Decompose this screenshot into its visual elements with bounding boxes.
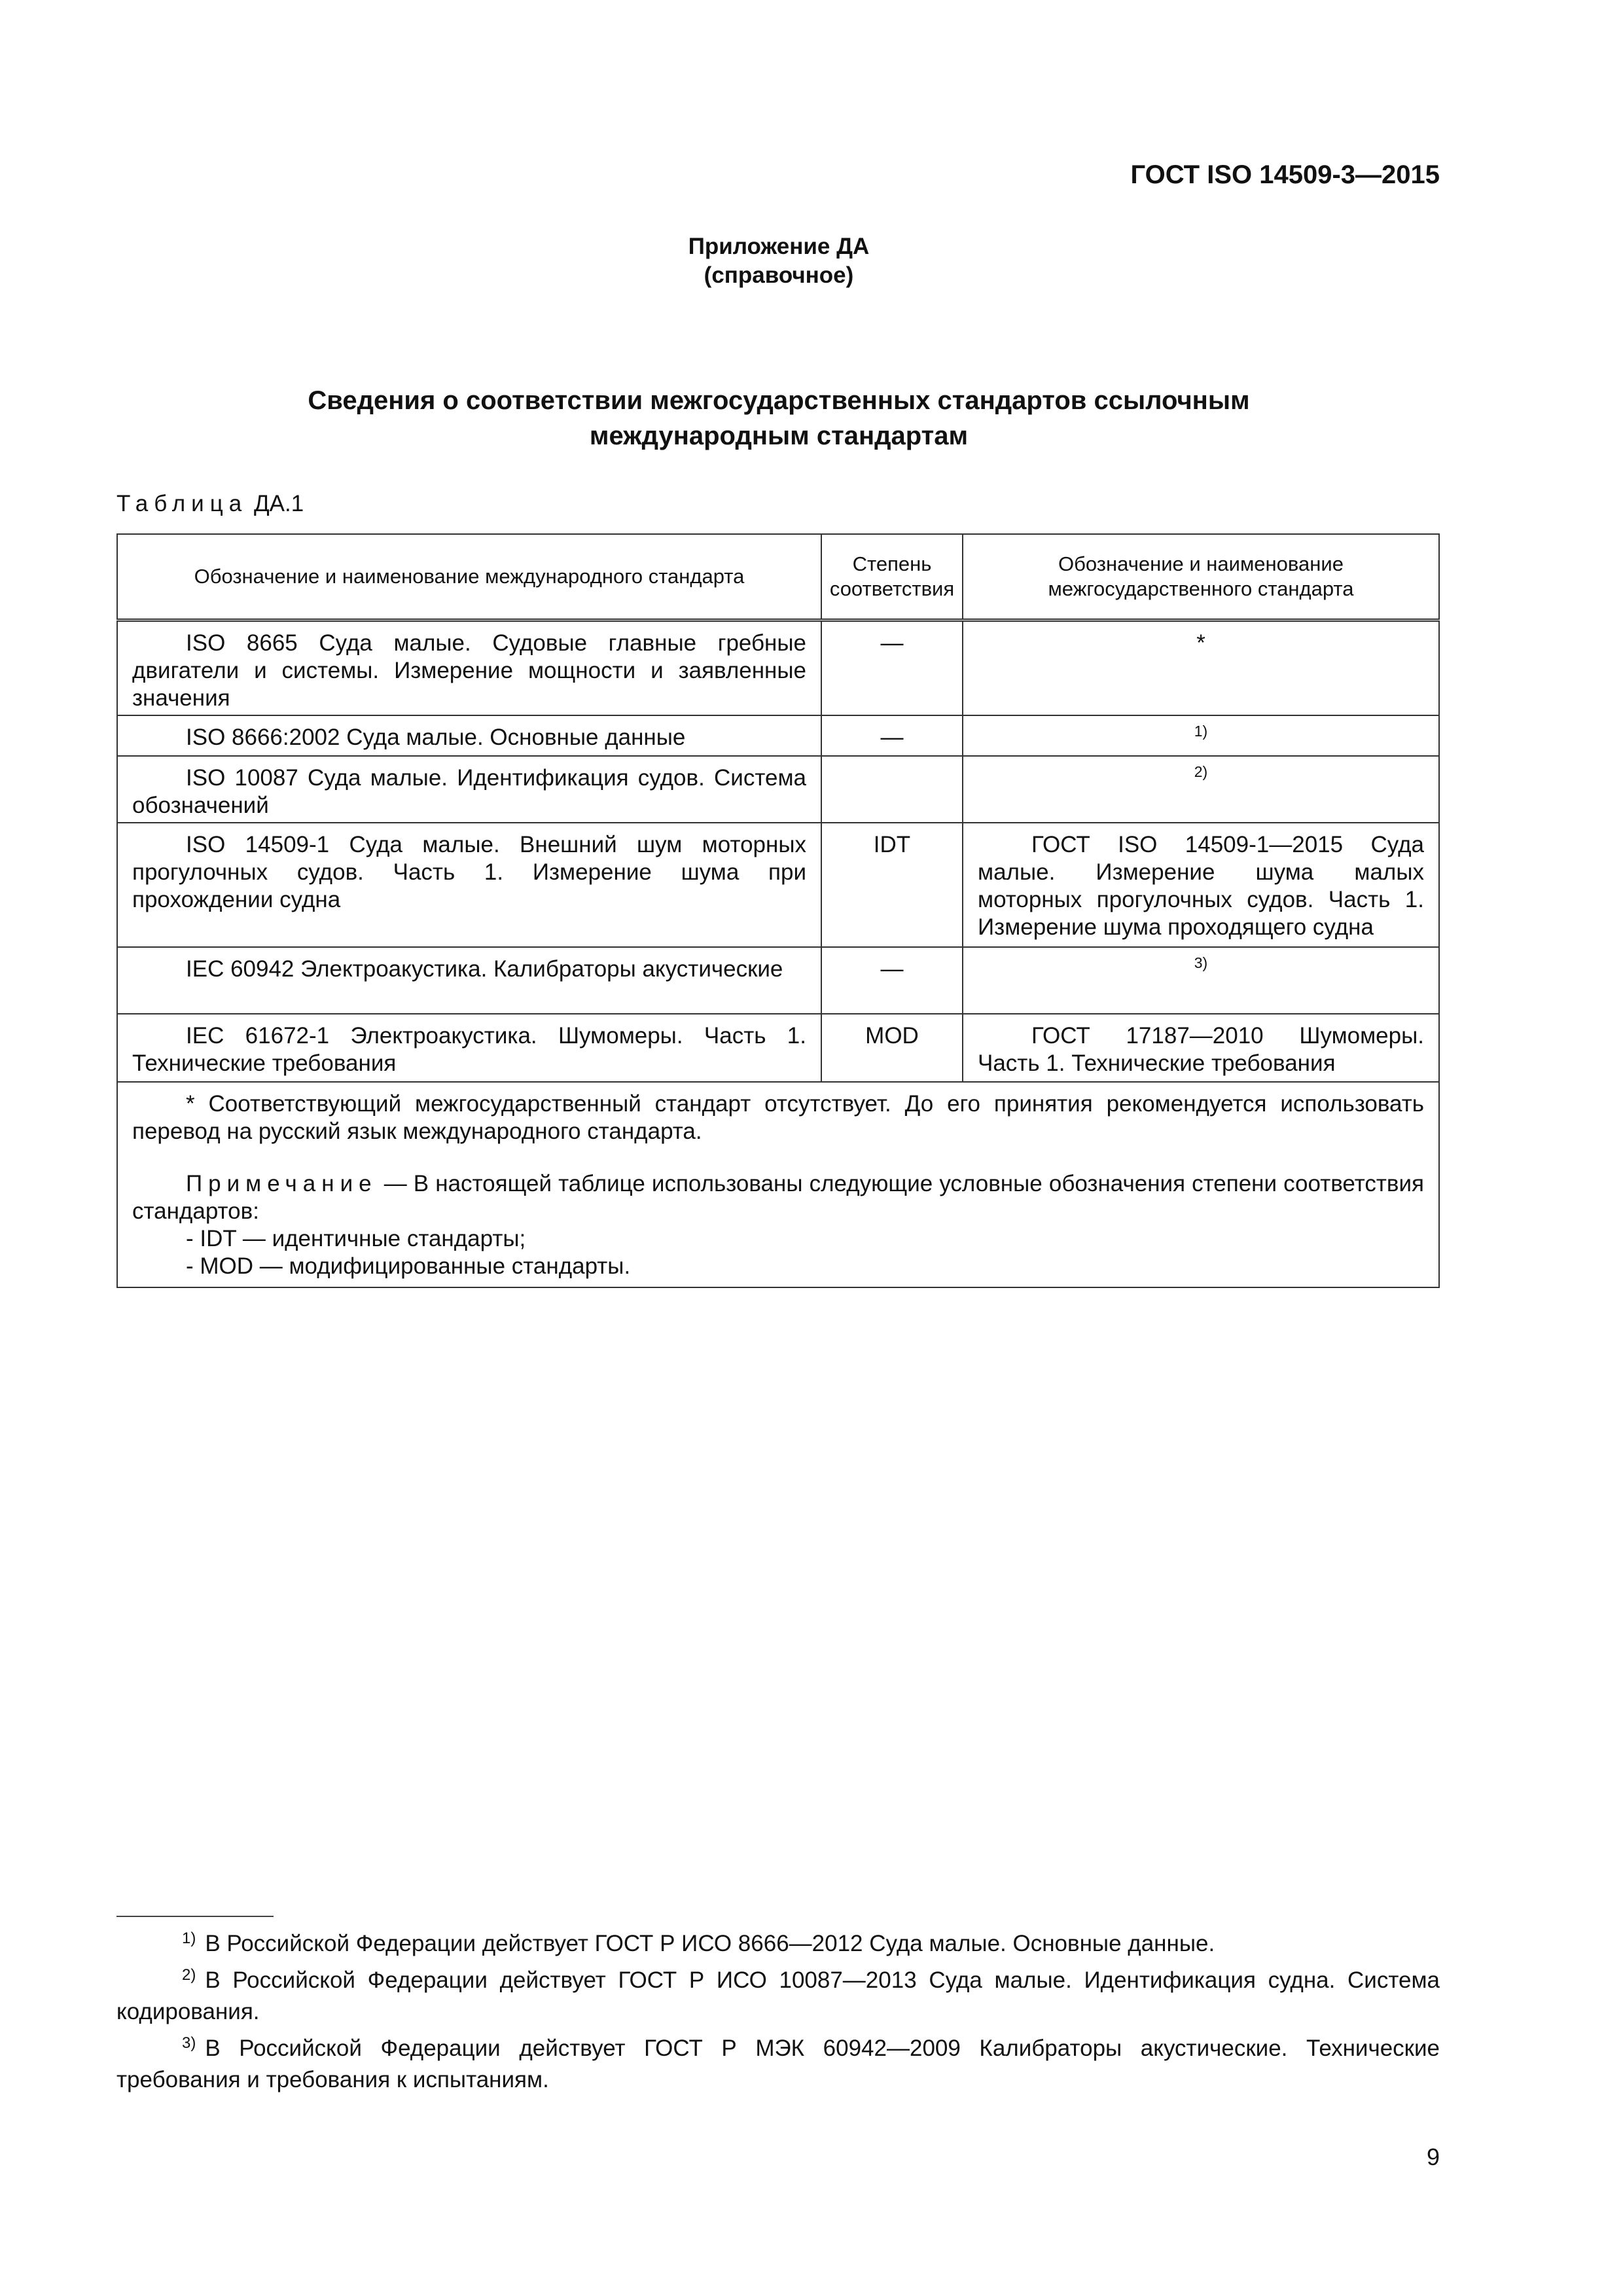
cell-interstate-standard: ГОСТ 17187—2010 Шумомеры. Часть 1. Технические требования [963,1014,1439,1082]
footnote [116,1960,1440,2028]
table-caption-word: Таблица [116,491,248,516]
note-list-item: - IDT — идентичные стандарты; [186,1226,526,1251]
table-row [117,1014,1439,1082]
table-footer-row [117,1082,1439,1287]
cell-degree: — [821,620,963,716]
footnote-mark: 1) [182,1929,196,1947]
note-list-item: - MOD — модифицированные стандарты. [186,1253,631,1279]
table-caption-number: ДА.1 [253,491,304,516]
footnote-mark: 3) [182,2034,196,2052]
cell-degree: IDT [821,823,963,947]
annex-subtitle: (справочное) [704,262,854,288]
table-row [117,756,1439,823]
asterisk-note: * Соответствующий межгосударственный стандарт отсутствует. До его принятия рекомендуется использовать перевод на русский язык международного стандарта. [132,1091,1424,1144]
cell-international-standard: ISO 8665 Суда малые. Судовые главные гребные двигатели и системы. Измерение мощности и заявленные значения [117,620,821,716]
header-international-standard: Обозначение и наименование международного стандарта [117,534,821,620]
cell-interstate-standard: * [963,620,1439,716]
footnotes [116,1923,1440,2096]
header-degree-of-correspondence: Степень соответствия [821,534,963,620]
footnote-text: В Российской Федерации действует ГОСТ Р ИСО 8666—2012 Суда малые. Основные данные. [205,1931,1215,1956]
standards-correspondence-table [116,533,1440,1288]
cell-interstate-standard: ГОСТ ISO 14509-1—2015 Суда малые. Измерение шума малых моторных прогулочных судов. Часть 1. Измерение шума проходящего судна [963,823,1439,947]
table-header-row [117,534,1439,620]
cell-interstate-footnote-ref: 2) [963,756,1439,823]
table-row [117,620,1439,716]
cell-international-standard: ISO 14509-1 Суда малые. Внешний шум моторных прогулочных судов. Часть 1. Измерение шума при прохождении судна [117,823,821,947]
cell-degree: — [821,947,963,1014]
cell-degree: — [821,715,963,756]
table-note [132,1170,1424,1225]
footnote-text: В Российской Федерации действует ГОСТ Р МЭК 60942—2009 Калибраторы акустические. Технические требования и требования к испытаниям. [116,2036,1440,2092]
note-text: — В настоящей таблице использованы следующие условные обозначения степени соответствия стандартов: [132,1171,1424,1224]
cell-interstate-footnote-ref: 3) [963,947,1439,1014]
cell-degree [821,756,963,823]
footnote-mark: 2) [182,1966,196,1984]
annex-title: Приложение ДА [688,234,870,259]
cell-interstate-footnote-ref: 1) [963,715,1439,756]
section-title-line-2: международным стандартам [589,422,969,450]
table-caption [116,491,304,517]
footnote-text: В Российской Федерации действует ГОСТ Р ИСО 10087—2013 Суда малые. Идентификация судна. Система кодирования. [116,1967,1440,2024]
footnote [116,1923,1440,1960]
cell-degree: MOD [821,1014,963,1082]
cell-international-standard: IEC 61672-1 Электроакустика. Шумомеры. Часть 1. Технические требования [117,1014,821,1082]
header-interstate-standard: Обозначение и наименование межгосударственного стандарта [963,534,1439,620]
footnote-separator [116,1916,274,1917]
document-header-id: ГОСТ ISO 14509-3—2015 [1130,160,1440,189]
annex-heading [0,232,1558,290]
cell-international-standard: ISO 10087 Суда малые. Идентификация судов. Система обозначений [117,756,821,823]
table-row [117,823,1439,947]
page-number: 9 [1426,2144,1440,2170]
section-title [196,383,1361,454]
table-row [117,715,1439,756]
section-title-line-1: Сведения о соответствии межгосударственных стандартов ссылочным [308,386,1250,415]
table-notes [117,1082,1439,1287]
cell-international-standard: ISO 8666:2002 Суда малые. Основные данные [117,715,821,756]
footnote [116,2028,1440,2096]
table-row [117,947,1439,1014]
note-label: Примечание [186,1171,378,1196]
cell-international-standard: IEC 60942 Электроакустика. Калибраторы акустические [117,947,821,1014]
